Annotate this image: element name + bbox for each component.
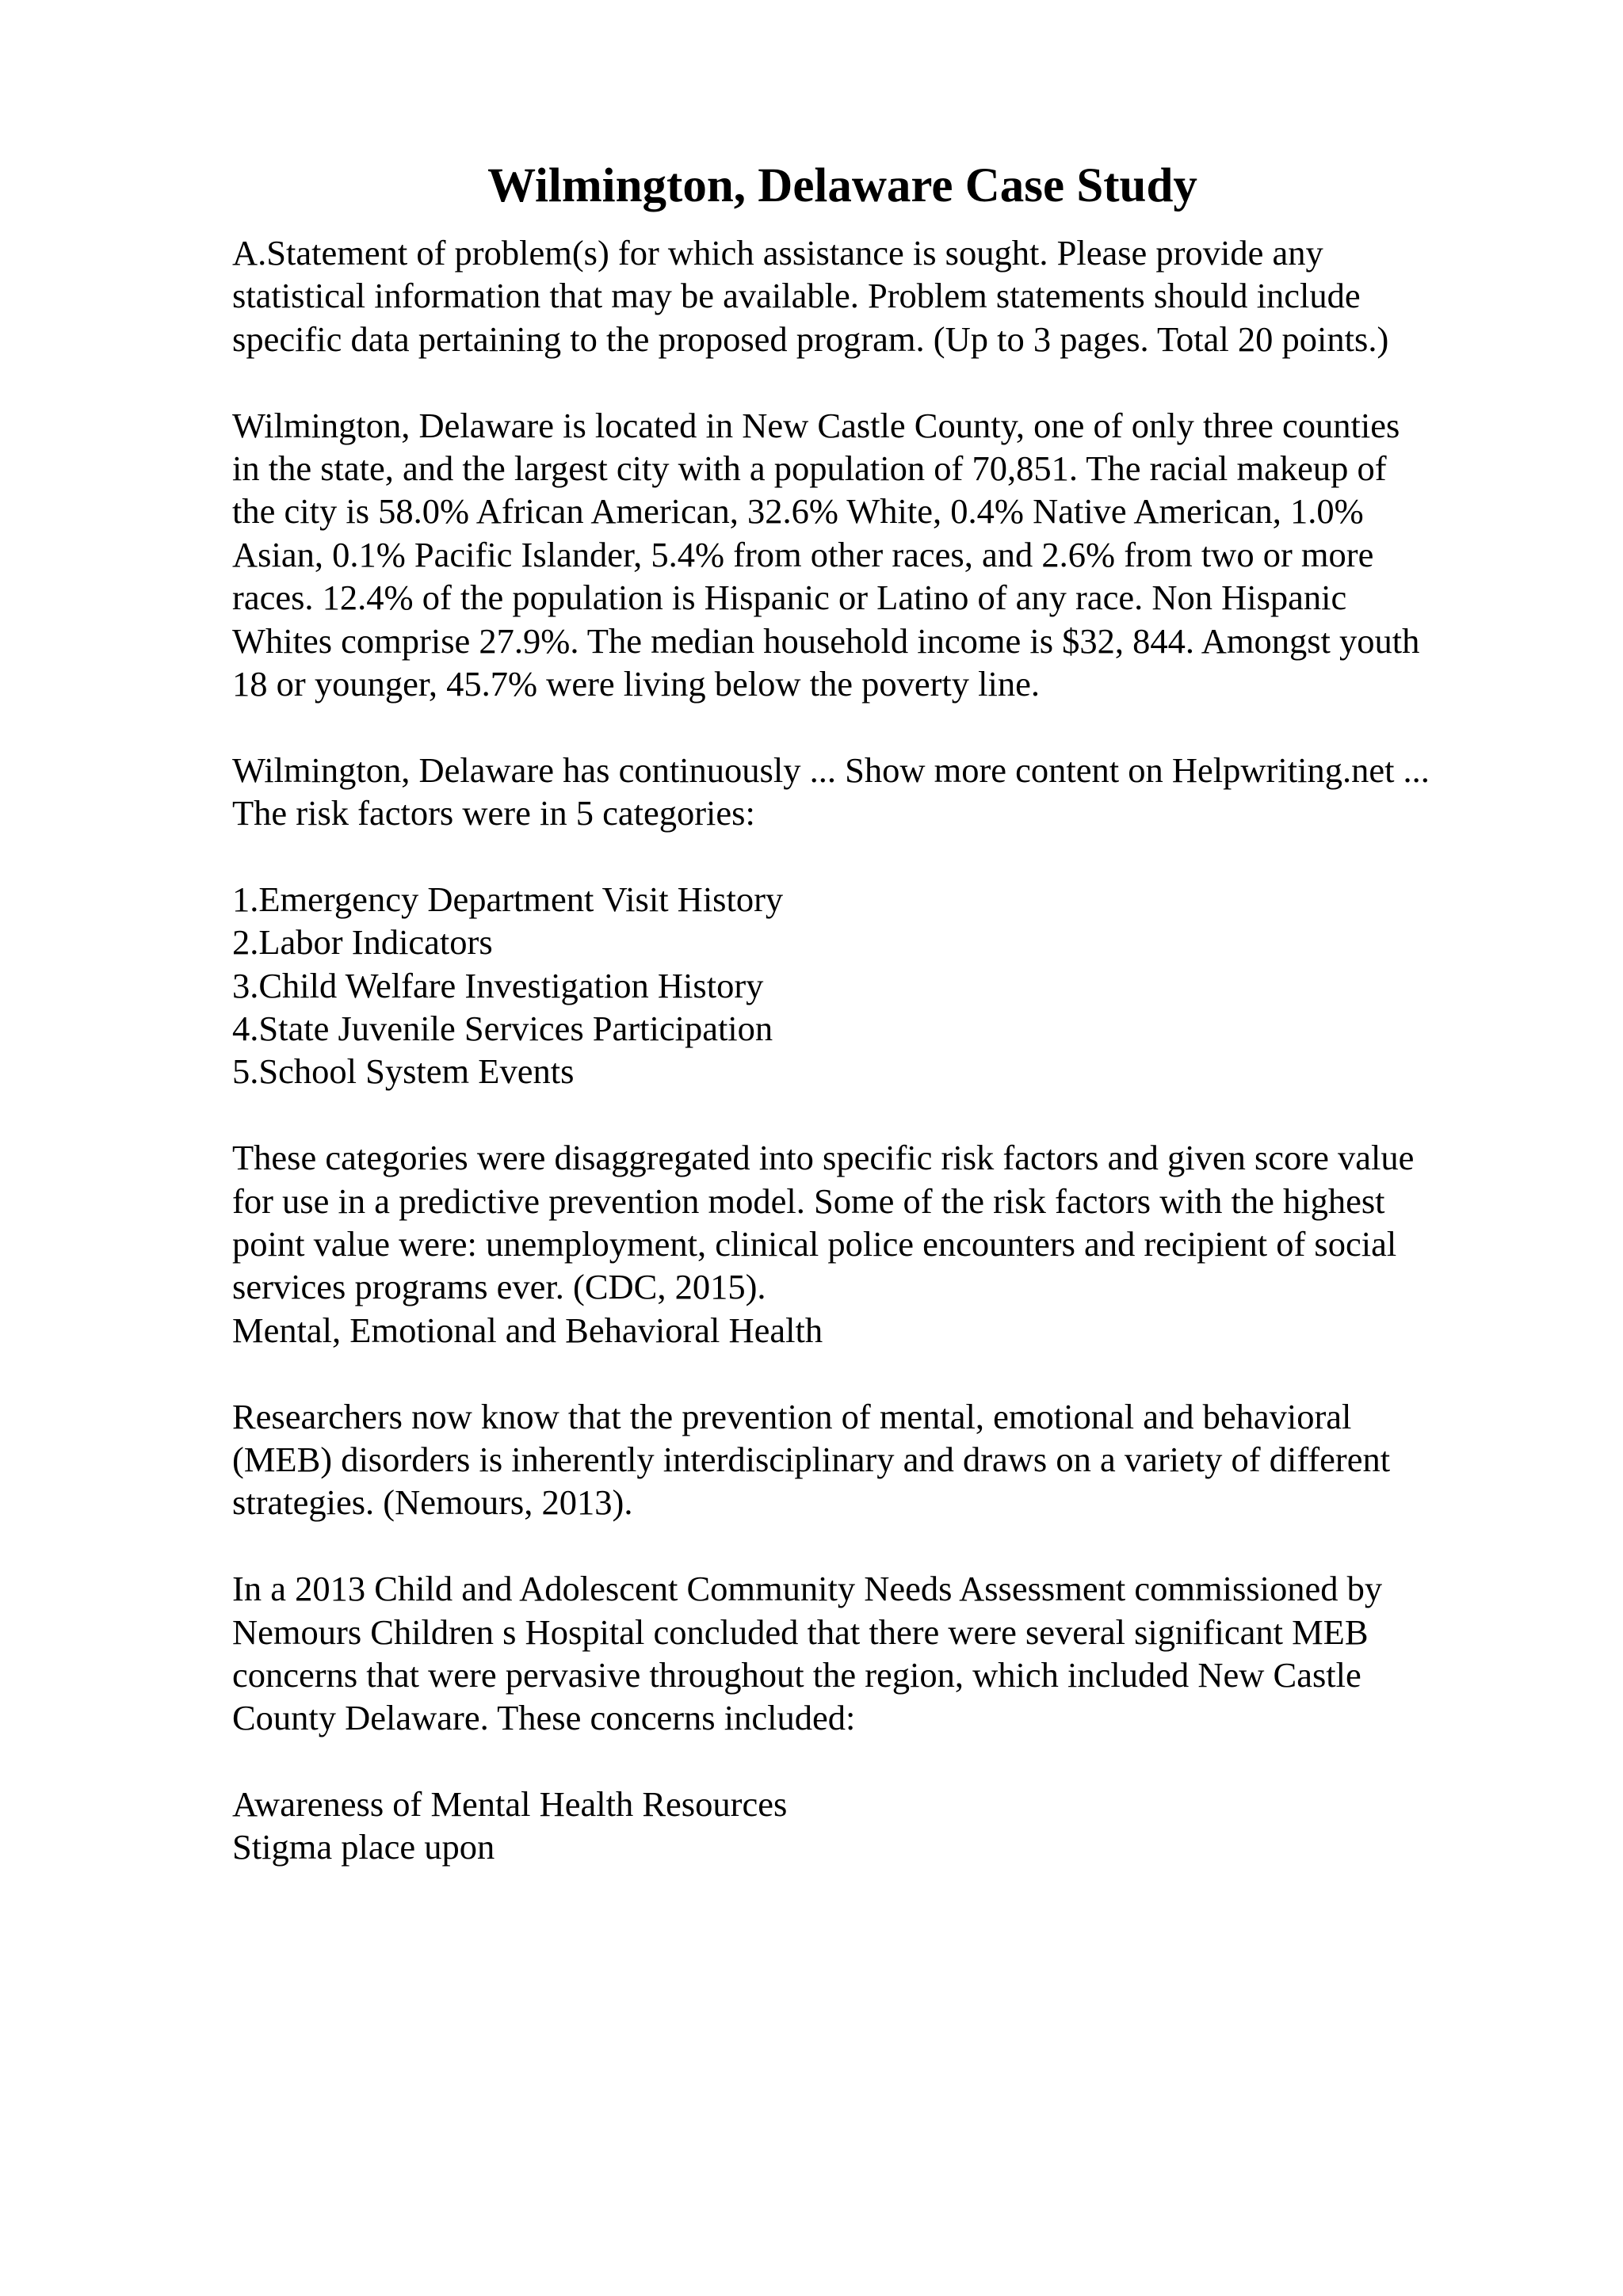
paragraph-gap xyxy=(232,1740,1500,1783)
text-line: 1.Emergency Department Visit History xyxy=(232,879,784,919)
text-line: In a 2013 Child and Adolescent Community Needs Assessment commissioned by xyxy=(232,1569,1383,1609)
text-line: point value were: unemployment, clinical police encounters and recipient of social xyxy=(232,1223,1397,1264)
paragraph-gap xyxy=(232,360,1500,403)
text-line: These categories were disaggregated into specific risk factors and given score value xyxy=(232,1138,1415,1178)
text-line: concerns that were pervasive throughout the region, which included New Castle xyxy=(232,1654,1361,1695)
text-line: races. 12.4% of the population is Hispanic or Latino of any race. Non Hispanic xyxy=(232,578,1347,618)
text-line: The risk factors were in 5 categories: xyxy=(232,793,755,833)
text-line: Mental, Emotional and Behavioral Health xyxy=(232,1310,823,1350)
text-line: Nemours Children s Hospital concluded that there were several significant MEB xyxy=(232,1611,1369,1652)
paragraph-gap xyxy=(232,1093,1500,1136)
paragraph xyxy=(232,1783,1500,1869)
paragraph xyxy=(232,1395,1500,1524)
text-line: in the state, and the largest city with a population of 70,851. The racial makeup of xyxy=(232,448,1387,488)
text-line: 18 or younger, 45.7% were living below the poverty line. xyxy=(232,663,1041,704)
text-line: Stigma place upon xyxy=(232,1827,495,1867)
paragraph-gap xyxy=(232,834,1500,877)
text-line: A.Statement of problem(s) for which assistance is sought. Please provide any xyxy=(232,233,1323,273)
text-line: Wilmington, Delaware has continuously ... Show more content on Helpwriting.net ... xyxy=(232,749,1430,790)
paragraph xyxy=(232,749,1500,835)
text-line: Wilmington, Delaware is located in New Castle County, one of only three counties xyxy=(232,405,1400,445)
text-line: specific data pertaining to the proposed program. (Up to 3 pages. Total 20 points.) xyxy=(232,318,1389,359)
text-line: Researchers now know that the prevention of mental, emotional and behavioral xyxy=(232,1396,1352,1436)
text-line: for use in a predictive prevention model. Some of the risk factors with the highest xyxy=(232,1180,1385,1221)
text-line: 4.State Juvenile Services Participation xyxy=(232,1009,773,1049)
paragraph-gap xyxy=(232,1524,1500,1567)
text-line: (MEB) disorders is inherently interdisciplinary and draws on a variety of different xyxy=(232,1439,1391,1479)
paragraph-gap xyxy=(232,1352,1500,1394)
paragraph xyxy=(232,1136,1500,1352)
document-content xyxy=(232,149,1500,1869)
text-line: 3.Child Welfare Investigation History xyxy=(232,965,764,1005)
text-line: 2.Labor Indicators xyxy=(232,922,493,963)
paragraph-gap xyxy=(232,705,1500,748)
paragraph xyxy=(232,1567,1500,1740)
paragraph xyxy=(232,404,1500,706)
spacer xyxy=(232,223,1500,231)
paragraph xyxy=(232,878,1500,1093)
document-title: Wilmington, Delaware Case Study xyxy=(487,159,1197,212)
paragraph-list xyxy=(232,231,1500,1869)
text-line: statistical information that may be available. Problem statements should include xyxy=(232,276,1361,316)
text-line: Asian, 0.1% Pacific Islander, 5.4% from other races, and 2.6% from two or more xyxy=(232,534,1374,574)
text-line: County Delaware. These concerns included: xyxy=(232,1698,856,1738)
text-line: 5.School System Events xyxy=(232,1051,575,1092)
text-line: Whites comprise 27.9%. The median household income is $32, 844. Amongst youth xyxy=(232,620,1420,661)
paragraph xyxy=(232,231,1500,360)
text-line: Awareness of Mental Health Resources xyxy=(232,1784,788,1825)
text-line: strategies. (Nemours, 2013). xyxy=(232,1482,633,1523)
text-line: the city is 58.0% African American, 32.6% White, 0.4% Native American, 1.0% xyxy=(232,491,1364,532)
text-line: services programs ever. (CDC, 2015). xyxy=(232,1267,766,1307)
